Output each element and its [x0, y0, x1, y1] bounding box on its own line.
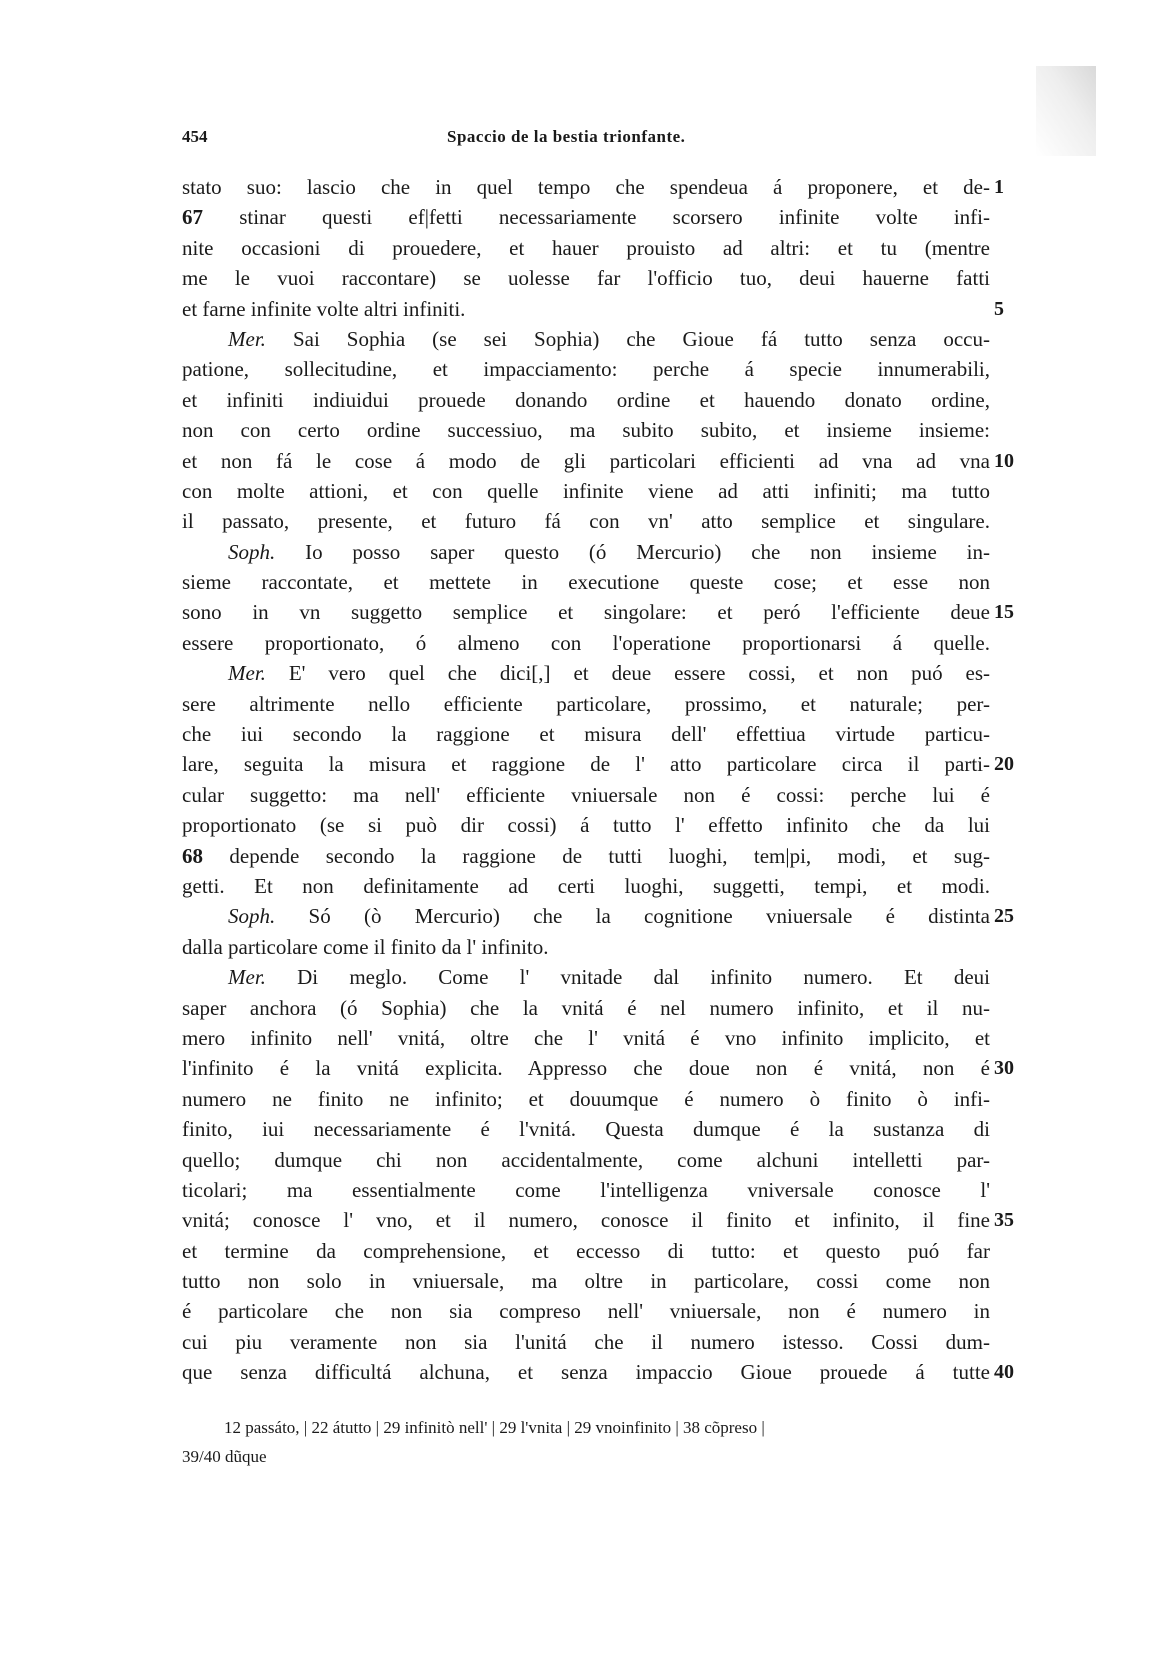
text-line [182, 202, 990, 232]
line-content: Io posso saper questo (ó Mercurio) che non insieme in- [305, 539, 990, 564]
text-line [182, 567, 990, 597]
page-corner-shadow [1036, 66, 1096, 156]
textual-notes [182, 1413, 992, 1471]
line-content: Di meglo. Come l' vnitade dal infinito numero. Et deui [297, 965, 990, 990]
text-line [182, 962, 990, 992]
text-line [182, 415, 990, 445]
text-line [182, 749, 1014, 779]
line-content: et farne infinite volte altri infiniti. [182, 296, 466, 321]
line-content: lare, seguita la misura et raggione de l' atto particolare circa il parti- [182, 752, 990, 777]
text-line [182, 1205, 1014, 1235]
body-text [182, 172, 1014, 1388]
line-content: depende secondo la raggione de tutti luoghi, tem|pi, modi, et sug- [229, 843, 991, 868]
line-content: l'infinito é la vnitá explicita. Appresso che doue non é vnitá, non é [182, 1056, 990, 1081]
line-content: finito, iui necessariamente é l'vnitá. Questa dumque é la sustanza di [182, 1117, 990, 1142]
line-text [182, 628, 990, 658]
line-text [182, 1266, 990, 1296]
line-text [182, 476, 990, 506]
line-text [182, 446, 990, 476]
speaker-label: Soph. [228, 904, 276, 929]
line-content: que senza difficultá alchuna, et senza impaccio Gioue prouede á tutte [182, 1360, 990, 1385]
textual-note-line: 12 passáto, | 22 átutto | 29 infinitò nell' | 29 l'vnita | 29 vnoinfinito | 38 cõpreso | [224, 1418, 765, 1437]
line-text [182, 1145, 990, 1175]
line-content: proportionato (se si può dir cossi) á tutto l' effetto infinito che da lui [182, 813, 990, 838]
text-line [182, 324, 990, 354]
text-line [182, 1175, 990, 1205]
speaker-label: Mer. [228, 661, 266, 686]
text-line [182, 263, 990, 293]
line-content: saper anchora (ó Sophia) che la vnitá é nel numero infinito, et il nu- [182, 995, 990, 1020]
line-text [182, 841, 990, 871]
line-text [182, 871, 990, 901]
text-line [182, 385, 990, 415]
line-content: cui piu veramente non sia l'unitá che il numero istesso. Cossi dum- [182, 1329, 990, 1354]
line-number: 25 [994, 905, 1014, 928]
line-content: stinar questi ef|fetti necessariamente scorsero infinite volte infi- [239, 205, 990, 230]
text-line [182, 993, 990, 1023]
line-content: et non fá le cose á modo de gli particolari efficienti ad vna ad vna [182, 448, 990, 473]
line-text [182, 354, 990, 384]
text-line [182, 233, 990, 263]
text-line [182, 841, 990, 871]
text-line [182, 1296, 990, 1326]
text-line [182, 1266, 990, 1296]
line-content: cular suggetto: ma nell' efficiente vniuersale non é cossi: perche lui é [182, 782, 990, 807]
line-text [182, 1296, 990, 1326]
page-header [182, 127, 992, 157]
line-content: Sai Sophia (se sei Sophia) che Gioue fá tutto senza occu- [292, 326, 990, 351]
text-line [182, 354, 990, 384]
text-line [182, 871, 990, 901]
line-text [228, 537, 990, 567]
text-line [182, 1327, 990, 1357]
text-line [182, 506, 990, 536]
line-content: me le vuoi raccontare) se uolesse far l'officio tuo, deui hauerne fatti [182, 266, 990, 291]
line-content: mero infinito nell' vnitá, oltre che l' vnitá é vno infinito implicito, et [182, 1025, 990, 1050]
line-content: et infiniti indiuidui prouede donando ordine et hauendo donato ordine, [182, 387, 990, 412]
line-text [182, 385, 990, 415]
line-text [182, 1357, 990, 1387]
line-text [182, 1236, 990, 1266]
text-line [182, 628, 990, 658]
line-text [182, 810, 990, 840]
line-content: vnitá; conosce l' vno, et il numero, conosce il finito et infinito, il fine [182, 1208, 990, 1233]
line-content: che iui secondo la raggione et misura dell' effettiua virtude particu- [182, 722, 990, 747]
line-text [182, 993, 990, 1023]
line-content: getti. Et non definitamente ad certi luoghi, suggetti, tempi, et modi. [182, 873, 990, 898]
line-number: 35 [994, 1209, 1014, 1232]
line-text [182, 1114, 990, 1144]
text-line [182, 597, 1014, 627]
line-content: patione, sollecitudine, et impacciamento: perche á specie innumerabili, [182, 357, 990, 382]
text-line [182, 446, 1014, 476]
line-text [182, 932, 990, 962]
line-text [228, 658, 990, 688]
original-page-marker: 68 [182, 843, 203, 868]
line-content: sono in vn suggetto semplice et singolare: et peró l'efficiente deue [182, 600, 990, 625]
text-line [182, 932, 990, 962]
line-number: 30 [994, 1057, 1014, 1080]
page-number: 454 [182, 127, 208, 146]
running-title: Spaccio de la bestia trionfante. [447, 127, 686, 146]
line-text [182, 263, 990, 293]
text-line [182, 172, 1004, 202]
line-content: tutto non solo in vniuersale, ma oltre in particolare, cossi come non [182, 1269, 990, 1294]
line-number: 15 [994, 601, 1014, 624]
text-line [182, 780, 990, 810]
line-content: E' vero quel che dici[,] et deue essere cossi, et non puó es- [288, 661, 991, 686]
line-content: non con certo ordine successiuo, ma subito subito, et insieme insieme: [182, 418, 990, 443]
line-content: et termine da comprehensione, et eccesso di tutto: et questo puó far [182, 1238, 990, 1263]
original-page-marker: 67 [182, 205, 203, 230]
line-content: sieme raccontate, et mettete in executione queste cose; et esse non [182, 570, 990, 595]
line-number: 20 [994, 753, 1014, 776]
line-text [182, 415, 990, 445]
line-text [182, 1053, 990, 1083]
textual-note-line: 39/40 dũque [182, 1447, 267, 1466]
line-number: 10 [994, 449, 1014, 472]
text-line [182, 537, 990, 567]
line-text [182, 1327, 990, 1357]
text-line [182, 1357, 1014, 1387]
line-text [182, 506, 990, 536]
line-content: ticolari; ma essentialmente come l'intelligenza vniversale conosce l' [182, 1177, 990, 1202]
text-line [182, 719, 990, 749]
line-content: essere proportionato, ó almeno con l'operatione proportionarsi á quelle. [182, 630, 990, 655]
line-text [228, 901, 990, 931]
speaker-label: Mer. [228, 965, 266, 990]
text-line [182, 476, 990, 506]
line-number: 1 [994, 176, 1004, 198]
line-number: 5 [994, 297, 1004, 320]
line-text [228, 324, 990, 354]
line-text [182, 202, 990, 232]
line-text [182, 1175, 990, 1205]
line-content: sere altrimente nello efficiente particolare, prossimo, et naturale; per- [182, 691, 990, 716]
line-text [228, 962, 990, 992]
text-line [182, 1114, 990, 1144]
line-text [182, 172, 990, 202]
line-content: con molte attioni, et con quelle infinite viene ad atti infiniti; ma tutto [182, 478, 990, 503]
speaker-label: Mer. [228, 326, 266, 351]
text-line [182, 1023, 990, 1053]
text-line [182, 1053, 1014, 1083]
text-line [182, 689, 990, 719]
line-content: Só (ò Mercurio) che la cognitione vniuersale é distinta [308, 904, 991, 929]
speaker-label: Soph. [228, 539, 276, 564]
line-text [182, 719, 990, 749]
text-line [182, 294, 1004, 324]
text-line [182, 810, 990, 840]
line-content: é particolare che non sia compreso nell' vniuersale, non é numero in [182, 1299, 990, 1324]
line-content: quello; dumque chi non accidentalmente, come alchuni intelletti par- [182, 1147, 990, 1172]
text-line [182, 1084, 990, 1114]
line-text [182, 294, 990, 324]
line-text [182, 749, 990, 779]
text-line [182, 1145, 990, 1175]
line-number: 40 [994, 1361, 1014, 1384]
line-content: il passato, presente, et futuro fá con vn' atto semplice et singulare. [182, 509, 990, 534]
line-text [182, 567, 990, 597]
text-line [182, 658, 990, 688]
line-content: nite occasioni di prouedere, et hauer prouisto ad altri: et tu (mentre [182, 235, 990, 260]
line-text [182, 1084, 990, 1114]
line-content: dalla particolare come il finito da l' infinito. [182, 934, 549, 959]
text-line [182, 901, 1014, 931]
line-content: stato suo: lascio che in quel tempo che spendeua á proponere, et de- [182, 175, 990, 199]
text-line [182, 1236, 990, 1266]
line-text [182, 597, 990, 627]
line-text [182, 689, 990, 719]
line-content: numero ne finito ne infinito; et douumque é numero ò finito ò infi- [182, 1086, 990, 1111]
line-text [182, 1023, 990, 1053]
line-text [182, 1205, 990, 1235]
line-text [182, 233, 990, 263]
line-text [182, 780, 990, 810]
